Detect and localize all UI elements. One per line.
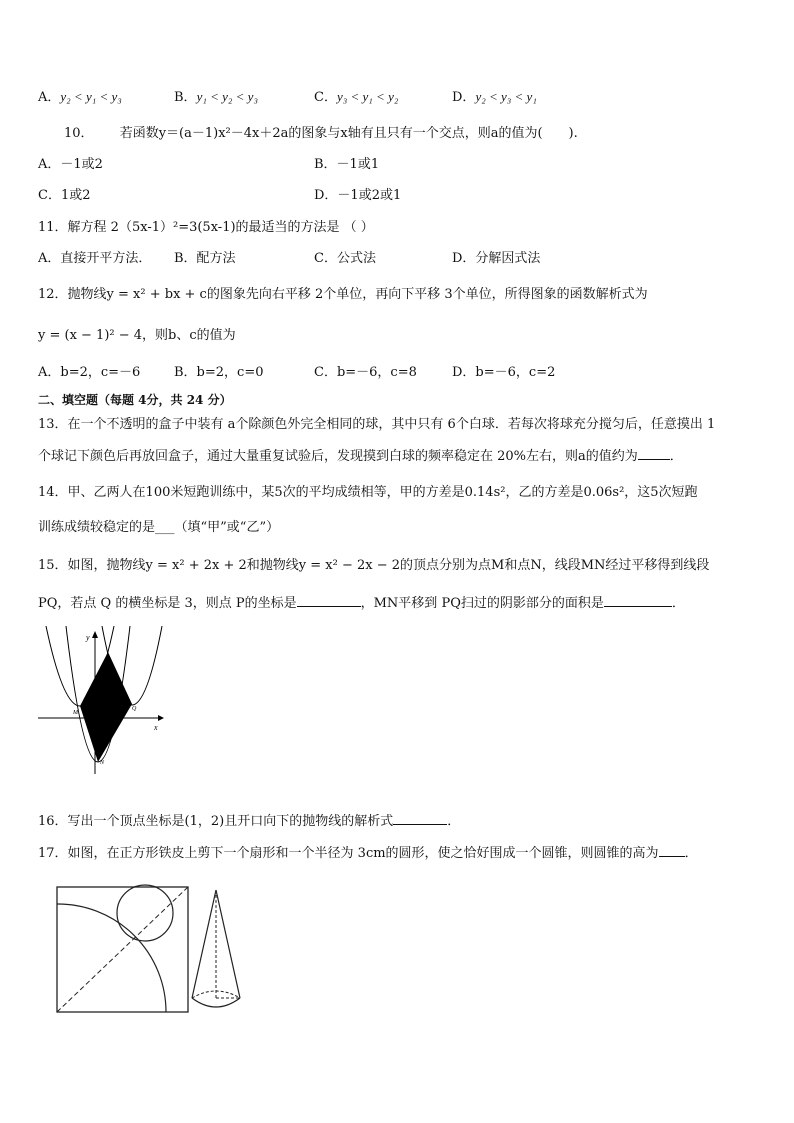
q17-square-sheet-figure (54, 884, 194, 1018)
q12-stem-line2: y = (x − 1)² − 4，则b、c的值为 (38, 328, 236, 343)
q12-option-c: C．b=－6，c=8 (314, 365, 417, 380)
q9-option-a: A．y₂ < y₁ < y₃ (38, 89, 122, 105)
cone-base-front (192, 998, 240, 1007)
q13-answer-blank[interactable] (638, 447, 670, 460)
q17-stem: 17．如图，在正方形铁皮上剪下一个扇形和一个半径为 3cm的圆形，使之恰好围成一个圆锥，则圆锥的高为 ． (38, 846, 698, 861)
q11-option-a: A．直接开平方法． (38, 251, 152, 266)
q10-option-d: D．－1或2或1 (314, 188, 402, 203)
y-axis-arrow-icon (92, 631, 98, 638)
q11-stem: 11．解方程 2（5x-1）²=3(5x-1)的最适当的方法是 （ ） (38, 220, 374, 235)
q11-option-d: D．分解因式法 (452, 251, 541, 266)
x-axis-arrow-icon (158, 715, 164, 721)
q11-option-b: B．配方法 (174, 251, 236, 266)
q15-stem-line2: PQ，若点 Q 的横坐标是 3，则点 P的坐标是 ，MN平移到 PQ扫过的阴影部分的面积是 ． (38, 596, 685, 611)
q9-option-d: D．y₂ < y₃ < y₁ (452, 89, 537, 105)
q13-stem-line2: 个球记下颜色后再放回盒子，通过大量重复试验后，发现摸到白球的频率稳定在 20%左右，则a的值约为 ． (38, 449, 683, 464)
q10-number: 10． (64, 126, 94, 141)
label-y: y (86, 633, 90, 642)
q16-stem: 16．写出一个顶点坐标是(1，2)且开口向下的抛物线的解析式 ． (38, 814, 461, 829)
sector-arc (57, 904, 166, 1012)
cone-right-edge (216, 890, 240, 998)
q12-option-a: A．b=2，c=－6 (38, 365, 141, 380)
q10-option-c: C．1或2 (38, 188, 91, 203)
q12-stem-line1: 12．抛物线y = x² + bx + c的图象先向右平移 2个单位，再向下平移 3个单位，所得图象的函数解析式为 (38, 287, 648, 302)
q17-answer-blank[interactable] (659, 844, 685, 857)
q15-parabola-figure (36, 626, 176, 776)
label-x: x (154, 723, 158, 732)
q16-answer-blank[interactable] (393, 812, 447, 825)
q10-text: 若函数y＝(a－1)x²－4x＋2a的图象与x轴有且只有一个交点，则a的值为( ). (119, 126, 578, 141)
q10-option-a: A．－1或2 (38, 157, 103, 172)
section-heading-fill-in: 二、填空题（每题 4分，共 24 分） (38, 393, 232, 407)
cone-left-edge (192, 890, 216, 998)
q10-stem (64, 125, 578, 143)
q12-option-b: B．b=2，c=0 (174, 365, 264, 380)
cut-circle (117, 885, 173, 941)
q10-option-b: B．－1或1 (314, 157, 380, 172)
q11-option-c: C．公式法 (314, 251, 376, 266)
q9-option-b: B．y₁ < y₂ < y₃ (174, 89, 258, 105)
q9-option-c: C．y₃ < y₁ < y₂ (314, 89, 399, 105)
label-n: N (100, 760, 105, 766)
q14-stem-line1: 14．甲、乙两人在100米短跑训练中，某5次的平均成绩相等，甲的方差是0.14s²，乙的方差是0.06s²，这5次短跑 (38, 485, 698, 500)
q13-stem-line1: 13．在一个不透明的盒子中装有 a个除颜色外完全相同的球，其中只有 6个白球．若每次将球充分搅匀后，任意摸出 1 (38, 417, 716, 432)
label-p: P (107, 658, 111, 664)
label-m: M (73, 710, 78, 716)
q15-answer-blank-1[interactable] (297, 594, 361, 607)
q15-answer-blank-2[interactable] (604, 594, 672, 607)
q12-option-d: D．b=－6，c=2 (452, 365, 556, 380)
q15-stem-line1: 15．如图，抛物线y = x² + 2x + 2和抛物线y = x² − 2x − 2的顶点分别为点M和点N，线段MN经过平移得到线段 (38, 558, 710, 573)
q14-stem-line2: 训练成绩较稳定的是___（填“甲”或“乙”） (38, 520, 280, 535)
label-q: Q (132, 706, 137, 712)
q17-cone-figure (188, 888, 244, 1016)
